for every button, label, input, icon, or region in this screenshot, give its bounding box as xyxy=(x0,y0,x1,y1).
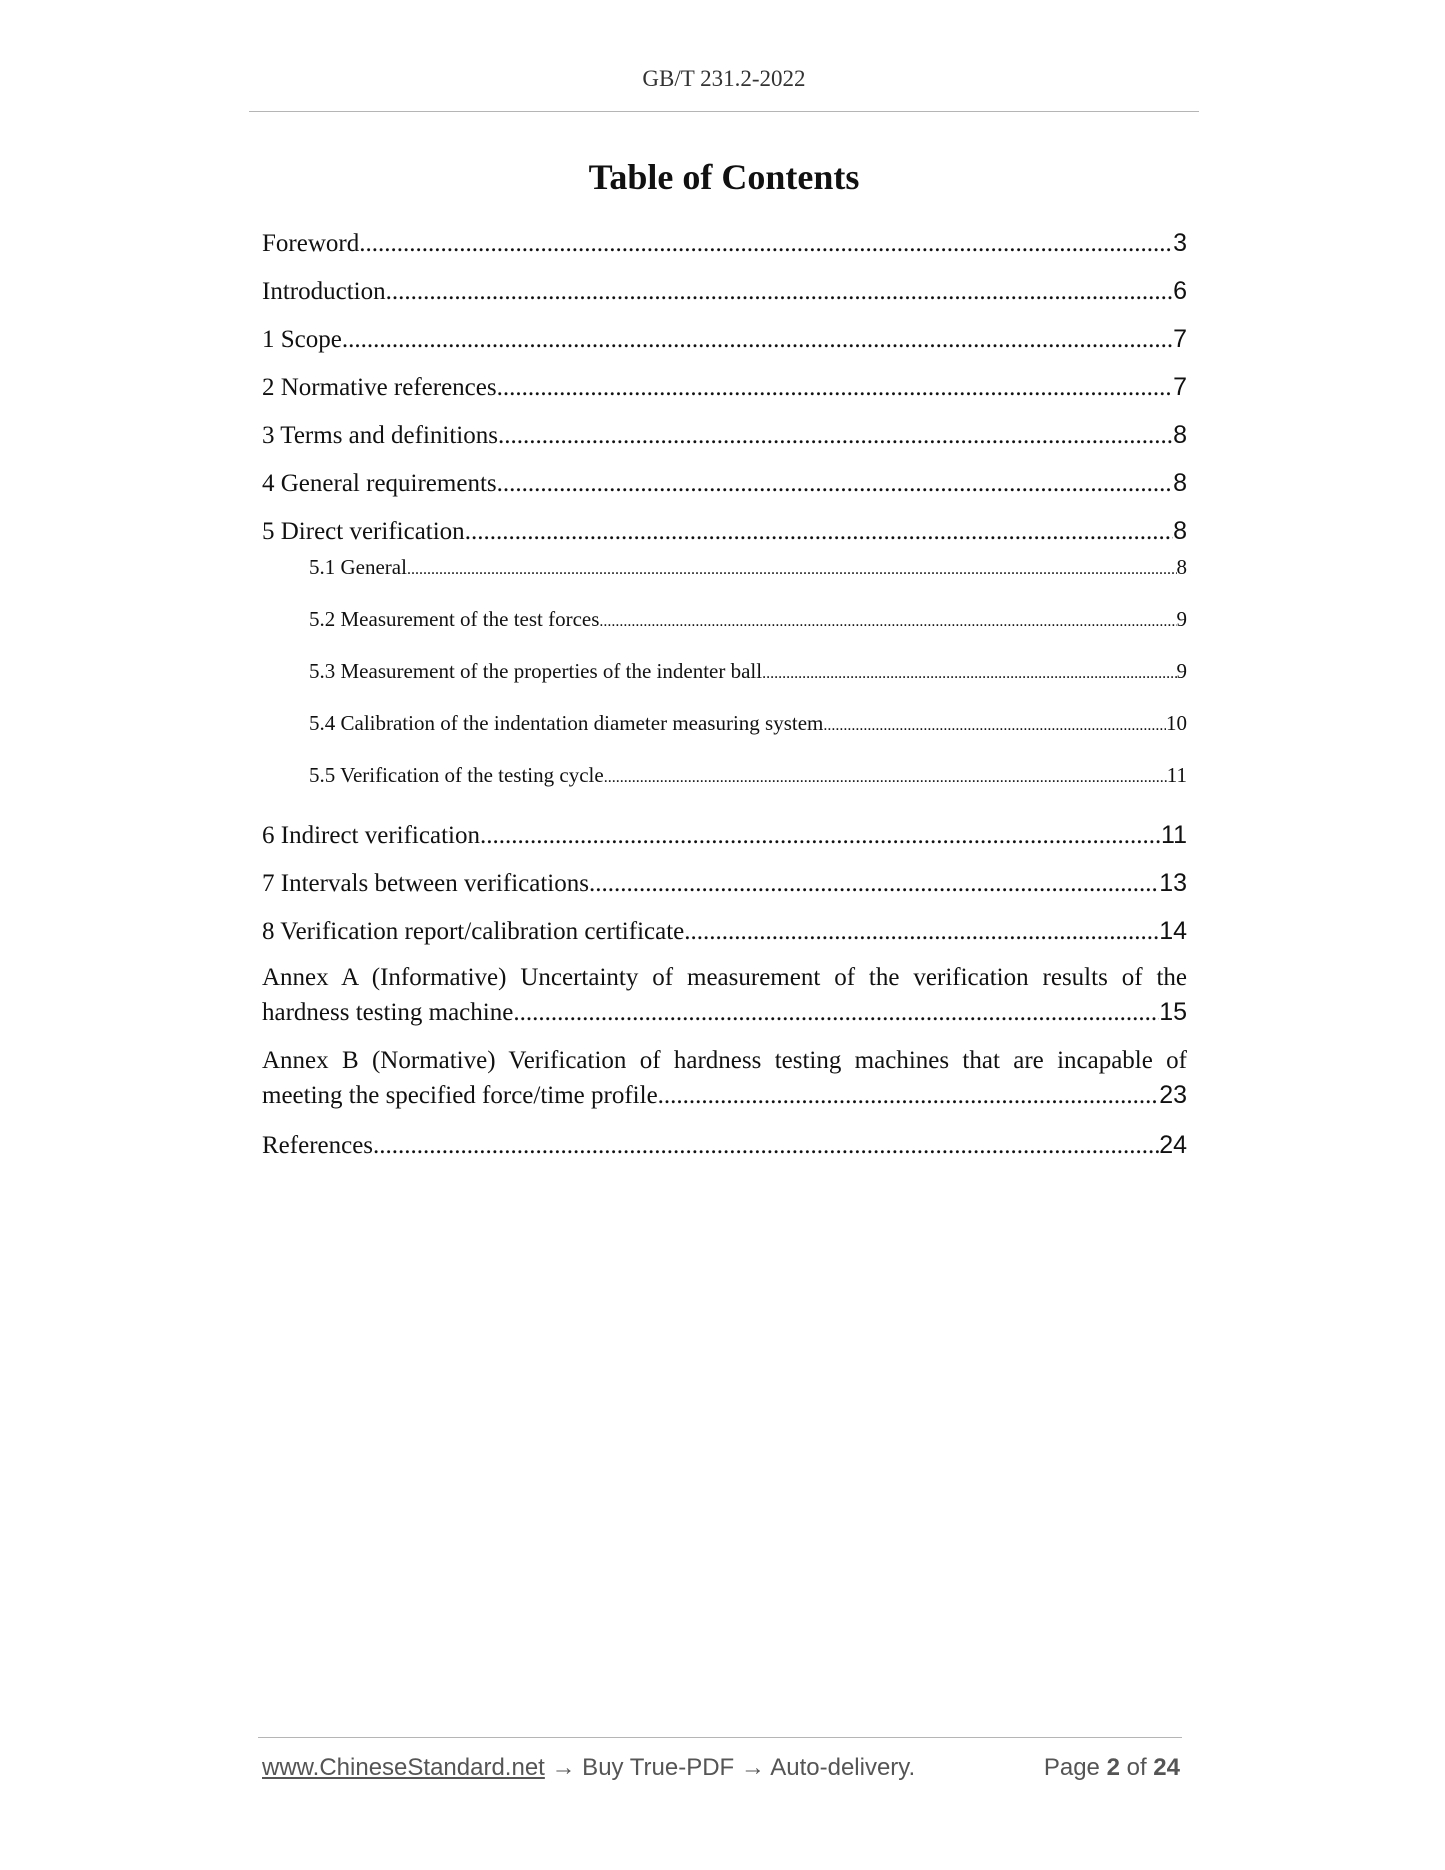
table-of-contents xyxy=(262,224,1187,1174)
toc-dot-leader xyxy=(407,553,1177,587)
toc-dot-leader xyxy=(373,1127,1159,1165)
toc-entry-label: Introduction xyxy=(262,278,386,305)
toc-entry-page: 24 xyxy=(1159,1131,1187,1159)
toc-entry-label: 1 Scope xyxy=(262,326,342,353)
header-divider xyxy=(249,111,1199,112)
toc-dot-leader xyxy=(684,913,1159,951)
toc-entry-page: 7 xyxy=(1173,325,1187,353)
toc-entry-annex-a[interactable] xyxy=(262,960,1187,1030)
toc-entry-page: 3 xyxy=(1173,229,1187,257)
toc-entry-annex-b[interactable] xyxy=(262,1043,1187,1113)
toc-dot-leader xyxy=(497,369,1173,407)
website-link[interactable]: www.ChineseStandard.net xyxy=(262,1754,545,1781)
toc-entry-label: Annex B (Normative) Verification of hardness testing machines that are incapable of xyxy=(262,1047,1187,1074)
toc-entry-label: 5.5 Verification of the testing cycle xyxy=(309,763,604,787)
page-current: 2 xyxy=(1106,1754,1120,1781)
toc-entry-label: 4 General requirements xyxy=(262,470,497,497)
toc-dot-leader xyxy=(480,817,1161,855)
toc-dot-leader xyxy=(604,761,1167,795)
toc-entry-page: 11 xyxy=(1161,821,1187,849)
toc-subentry-test-forces[interactable] xyxy=(262,602,1187,654)
toc-dot-leader xyxy=(589,865,1159,903)
toc-entry-label: 5.4 Calibration of the indentation diameter measuring system xyxy=(309,711,824,735)
toc-dot-leader xyxy=(762,657,1176,691)
toc-entry-page: 8 xyxy=(1173,469,1187,497)
toc-entry-label: 5.3 Measurement of the properties of the indenter ball xyxy=(309,659,763,683)
toc-entry-general-requirements[interactable] xyxy=(262,464,1187,512)
toc-entry-page: 8 xyxy=(1173,421,1187,449)
toc-dot-leader xyxy=(497,465,1173,503)
toc-dot-leader xyxy=(513,995,1159,1030)
toc-entry-page: 8 xyxy=(1173,517,1187,545)
toc-entry-label: 5.1 General xyxy=(309,555,407,579)
toc-entry-page: 6 xyxy=(1173,277,1187,305)
toc-entry-label: 5.2 Measurement of the test forces xyxy=(309,607,600,631)
toc-entry-page: 23 xyxy=(1159,1081,1187,1109)
toc-entry-page: 7 xyxy=(1173,373,1187,401)
toc-entry-page: 14 xyxy=(1159,917,1187,945)
toc-entry-page: 15 xyxy=(1159,998,1187,1026)
toc-entry-label: 3 Terms and definitions xyxy=(262,422,498,449)
toc-entry-indirect-verification[interactable] xyxy=(262,816,1187,864)
toc-dot-leader xyxy=(658,1078,1160,1113)
page-title: Table of Contents xyxy=(588,157,860,197)
toc-entry-introduction[interactable] xyxy=(262,272,1187,320)
toc-dot-leader xyxy=(599,605,1176,639)
document-code-header: GB/T 231.2-2022 xyxy=(642,66,806,91)
toc-subentry-testing-cycle[interactable] xyxy=(262,758,1187,816)
toc-entry-direct-verification[interactable] xyxy=(262,512,1187,550)
toc-entry-label: Annex A (Informative) Uncertainty of measurement of the verification results of the xyxy=(262,964,1187,991)
toc-dot-leader xyxy=(359,225,1173,263)
toc-dot-leader xyxy=(823,709,1166,743)
toc-entry-references[interactable] xyxy=(262,1126,1187,1174)
toc-entry-foreword[interactable] xyxy=(262,224,1187,272)
page-indicator xyxy=(1044,1754,1180,1782)
toc-entry-page: 10 xyxy=(1166,711,1187,735)
toc-entry-verification-report[interactable] xyxy=(262,912,1187,960)
toc-subentry-indenter-ball[interactable] xyxy=(262,654,1187,706)
toc-entry-label: 2 Normative references xyxy=(262,374,497,401)
toc-dot-leader xyxy=(386,273,1174,311)
of-word: of xyxy=(1126,1754,1147,1781)
toc-entry-page: 11 xyxy=(1166,763,1187,787)
page-total: 24 xyxy=(1153,1754,1180,1781)
toc-entry-page: 13 xyxy=(1159,869,1187,897)
footer-tagline: → Buy True-PDF → Auto-delivery. xyxy=(544,1754,916,1781)
toc-entry-page: 9 xyxy=(1176,659,1187,683)
toc-entry-intervals-between-verifications[interactable] xyxy=(262,864,1187,912)
toc-entry-normative-references[interactable] xyxy=(262,368,1187,416)
toc-entry-label: 8 Verification report/calibration certificate xyxy=(262,918,685,945)
toc-dot-leader xyxy=(465,513,1173,551)
toc-entry-label: 6 Indirect verification xyxy=(262,822,480,849)
toc-entry-label: 7 Intervals between verifications xyxy=(262,870,589,897)
footer-divider xyxy=(258,1737,1182,1738)
page-footer xyxy=(262,1754,1182,1782)
toc-entry-label: Foreword xyxy=(262,230,360,257)
toc-dot-leader xyxy=(342,321,1173,359)
toc-subentry-general[interactable] xyxy=(262,550,1187,602)
toc-entry-terms-and-definitions[interactable] xyxy=(262,416,1187,464)
toc-entry-label-continued: hardness testing machine xyxy=(262,999,514,1026)
toc-dot-leader xyxy=(498,417,1173,455)
toc-entry-label-continued: meeting the specified force/time profile xyxy=(262,1082,658,1109)
toc-entry-scope[interactable] xyxy=(262,320,1187,368)
toc-entry-label: References xyxy=(262,1132,374,1159)
toc-entry-page: 8 xyxy=(1176,555,1187,579)
toc-subentry-indentation-measuring-system[interactable] xyxy=(262,706,1187,758)
page-word: Page xyxy=(1043,1754,1100,1781)
toc-entry-label: 5 Direct verification xyxy=(262,518,465,545)
toc-entry-page: 9 xyxy=(1176,607,1187,631)
